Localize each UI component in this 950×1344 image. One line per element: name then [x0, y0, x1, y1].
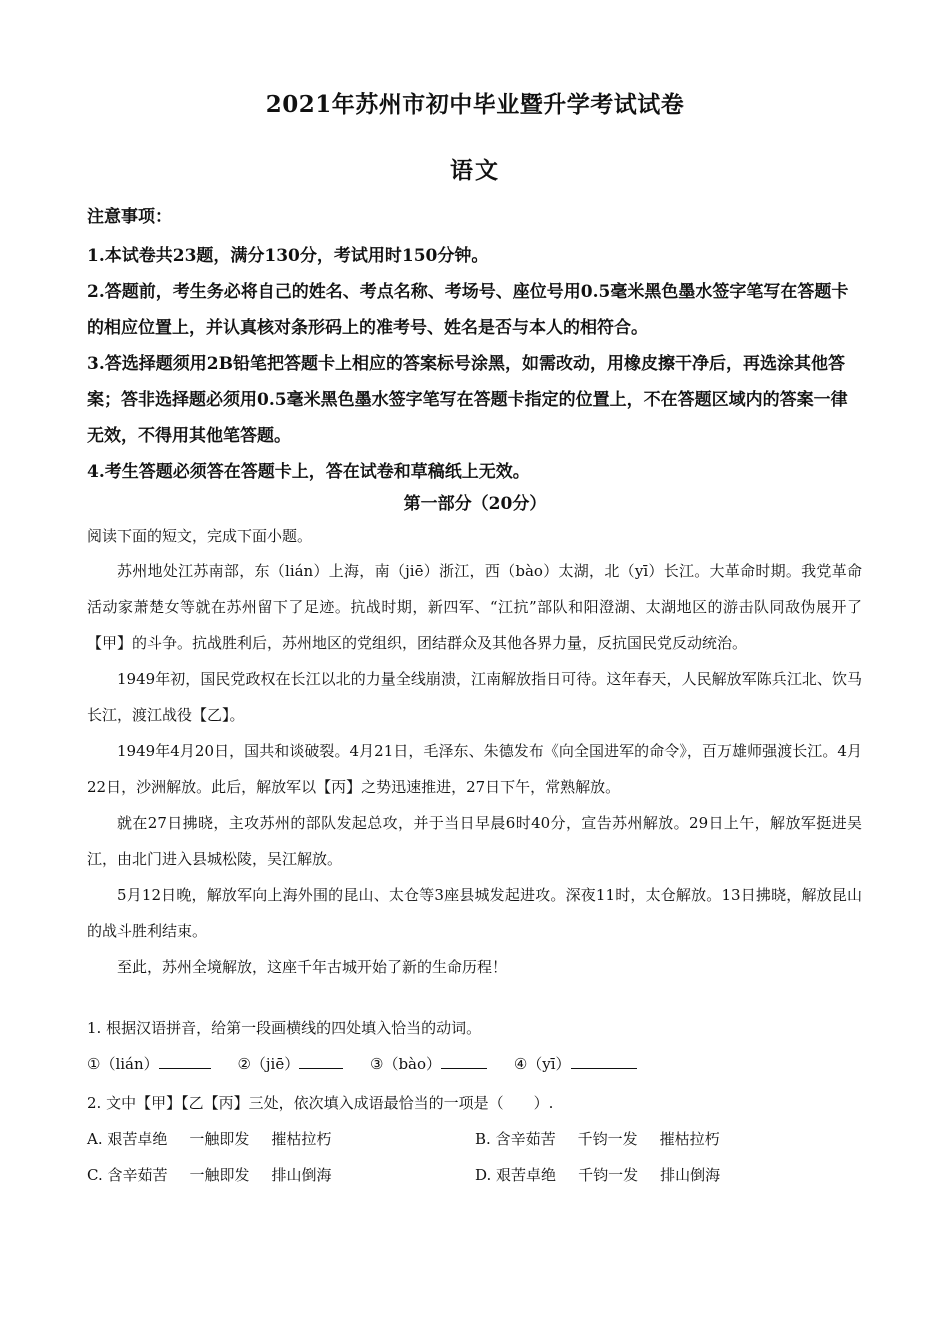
reading-passage: [87, 553, 862, 985]
option-label: B.: [475, 1130, 491, 1148]
question-2-stem: 2. 文中【甲】【乙【丙】三处，依次填入成语最恰当的一项是（ ）.: [87, 1094, 554, 1112]
blank-label: ③（bào）: [370, 1055, 442, 1073]
notice-list: [87, 238, 862, 490]
answer-blank[interactable]: [441, 1052, 487, 1069]
notice-item: 1.本试卷共23题，满分130分，考试用时150分钟。: [87, 246, 489, 266]
option-word: 排山倒海: [660, 1166, 721, 1184]
question-1-blanks: [87, 1052, 862, 1075]
notice-item: 2.答题前，考生务必将自己的姓名、考点名称、考场号、座位号用0.5毫米黑色墨水签字笔写在答题卡的相应位置上，并认真核对条形码上的准考号、姓名是否与本人的相符合。: [87, 282, 849, 338]
blank-item: [514, 1052, 637, 1075]
passage-paragraph: 5月12日晚，解放军向上海外围的昆山、太仓等3座县城发起进攻。深夜11时，太仓解放。13日拂晓，解放昆山的战斗胜利结束。: [87, 886, 862, 940]
option-word: 艰苦卓绝: [496, 1166, 557, 1184]
blank-item: [87, 1052, 211, 1075]
option-word: 千钧一发: [578, 1166, 639, 1184]
option-a[interactable]: [87, 1128, 353, 1150]
option-word: 排山倒海: [271, 1166, 332, 1184]
blank-label: ④（yī）: [513, 1055, 571, 1073]
notice-item: 4.考生答题必须答在答题卡上，答在试卷和草稿纸上无效。: [87, 462, 530, 482]
exam-subject: 语文: [450, 157, 500, 184]
option-b[interactable]: [475, 1128, 742, 1150]
blank-item: [370, 1052, 487, 1075]
passage-paragraph: 1949年初，国民党政权在长江以北的力量全线崩溃，江南解放指日可待。这年春天，人民解放军陈兵江北、饮马长江，渡江战役【乙】。: [87, 670, 862, 724]
option-word: 含辛茹苦: [107, 1166, 168, 1184]
option-label: A.: [87, 1130, 103, 1148]
answer-blank[interactable]: [159, 1052, 211, 1069]
notice-item: 3.答选择题须用2B铅笔把答题卡上相应的答案标号涂黑，如需改动，用橡皮擦干净后，再选涂其他答案；答非选择题必须用0.5毫米黑色墨水签字笔写在答题卡指定的位置上，不在答题区域内的答案一律无效，不得用其他笔答题。: [87, 354, 848, 446]
passage-paragraph: 1949年4月20日，国共和谈破裂。4月21日，毛泽东、朱德发布《向全国进军的命令》，百万雄师强渡长江。4月22日，沙洲解放。此后，解放军以【丙】之势迅速推进，27日下午，常熟解放。: [87, 742, 862, 796]
option-c[interactable]: [87, 1164, 354, 1186]
passage-paragraph: 苏州地处江苏南部，东（lián）上海，南（jiē）浙江，西（bào）太湖，北（yī）长江。大革命时期。我党革命活动家萧楚女等就在苏州留下了足迹。抗战时期，新四军、“江抗”部队和阳澄湖、太湖地区的游击队同敌伪展开了【甲】的斗争。抗战胜利后，苏州地区的党组织，团结群众及其他各界力量，反抗国民党反动统治。: [87, 562, 862, 652]
answer-blank[interactable]: [299, 1052, 343, 1069]
blank-label: ①（lián）: [87, 1055, 159, 1073]
part-title: 第一部分（20分）: [403, 494, 547, 514]
option-word: 千钧一发: [577, 1130, 638, 1148]
exam-title: 2021年苏州市初中毕业暨升学考试试卷: [265, 91, 685, 118]
option-label: C.: [87, 1166, 103, 1184]
option-word: 一触即发: [189, 1166, 250, 1184]
option-word: 含辛茹苦: [495, 1130, 556, 1148]
reading-instruction: 阅读下面的短文，完成下面小题。: [87, 527, 313, 545]
passage-paragraph: 至此，苏州全境解放，这座千年古城开始了新的生命历程！: [117, 958, 508, 976]
question-1-stem: 1. 根据汉语拼音，给第一段画横线的四处填入恰当的动词。: [87, 1019, 482, 1037]
option-d[interactable]: [475, 1164, 742, 1186]
option-label: D.: [475, 1166, 492, 1184]
answer-blank[interactable]: [571, 1052, 637, 1069]
blank-item: [237, 1052, 343, 1075]
passage-paragraph: 就在27日拂晓，主攻苏州的部队发起总攻，并于当日早晨6时40分，宣告苏州解放。29日上午，解放军挺进吴江，由北门进入县城松陵，吴江解放。: [87, 814, 862, 868]
option-word: 一触即发: [189, 1130, 250, 1148]
option-word: 艰苦卓绝: [107, 1130, 168, 1148]
option-word: 摧枯拉朽: [271, 1130, 332, 1148]
notice-heading: 注意事项：: [87, 207, 172, 227]
blank-label: ②（jiē）: [237, 1055, 300, 1073]
option-word: 摧枯拉朽: [659, 1130, 720, 1148]
